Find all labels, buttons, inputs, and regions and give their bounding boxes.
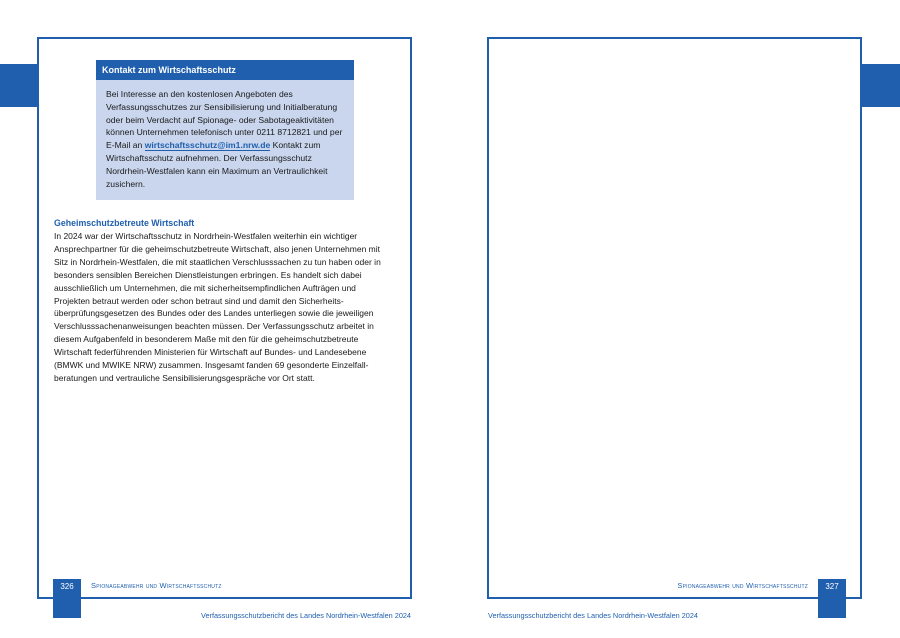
infobox-title: Kontakt zum Wirtschaftsschutz (96, 60, 354, 80)
email-link[interactable]: wirtschaftsschutz@im1.nrw.de (144, 140, 271, 151)
footer-left: Verfassungsschutzbericht des Landes Nordrhein-Westfalen 2024 (201, 611, 411, 620)
running-head-left: Spionageabwehr und Wirtschaftsschutz (91, 581, 222, 590)
section-heading: Geheimschutzbetreute Wirtschaft (54, 218, 195, 228)
infobox-text-after-link: Kontakt zum Wirtschaftsschutz aufnehmen. Der Verfassungsschutz Nordrhein-Westfalen kann ein Maximum an Vertraulichkeit zusichern. (106, 140, 328, 189)
footer-right: Verfassungsschutzbericht des Landes Nordrhein-Westfalen 2024 (488, 611, 698, 620)
infobox-text-before-link: Bei Interesse an den kostenlosen Angeboten des Verfassungsschutzes zur Sensibilisierung und Initialberatung oder beim Verdacht auf Spionage- oder Sabotageaktivitäten können Unternehmen telefonisch unter 0211 8712821 und per E-Mail an (106, 89, 343, 151)
section-paragraph: In 2024 war der Wirtschaftsschutz in Nordrhein-Westfalen weiterhin ein wichtiger Ansprechpartner für die geheimschutzbetreute Wirtschaft, also jenen Unternehmen mit Sitz in Nordrhein-Westfalen, die mit staatlichen Verschlusssachen zu tun haben oder in besonders sensiblen Bereichen Dienstleistungen erbringen. Es handelt sich dabei ausschließlich um Unternehmen, die mit sicherheitsempfindlichen Aufträgen und Projekten betraut werden oder schon betraut sind und damit den Sicherheitsüberprüfungsgesetzen des Bundes oder des Landes unterliegen sowie die jeweiligen Verschlusssachenanweisungen beachten müssen. Der Verfassungsschutz arbeitet in diesem Aufgabenfeld in besonderem Maße mit den für die geheimschutzbetreute Wirtschaft federführenden Ministerien für Wirtschaft auf Bundes- und Landesebene (BMWK und MWIKE NRW) zusammen. Insgesamt fanden 69 gesonderte Einzelfallberatungen und vertrauliche Sensibilisierungsgespräche vor Ort statt. (54, 231, 381, 383)
right-edge-tab (861, 64, 900, 107)
contact-infobox (96, 60, 354, 200)
infobox-body (96, 80, 354, 200)
section-geheimschutz (54, 217, 390, 385)
left-page (37, 37, 412, 599)
page-number-right: 327 (818, 579, 846, 618)
right-page (487, 37, 862, 599)
left-edge-tab (0, 64, 38, 107)
running-head-right: Spionageabwehr und Wirtschaftsschutz (677, 581, 808, 590)
infobox-text (106, 88, 344, 190)
page-number-left: 326 (53, 579, 81, 618)
